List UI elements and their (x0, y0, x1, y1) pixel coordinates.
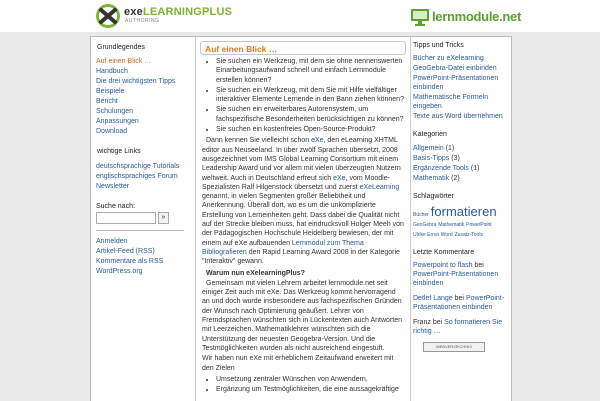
nav-item-tipps[interactable]: Die drei wichtigsten Tipps (96, 78, 176, 86)
intro-paragraph: Dann kennen Sie vielleicht schon eXe, den eLearning XHTML editor aus Neuseeland. In über zwölf Sprachen übersetzt, 2008 ausgezeichnet vom IMS Global Learning Consortium mit einem Leadership Award und vor allem mit vielen überzeugten Nutzern weltweit. Auch in Deutschland erfreut sich eXe, vom Moodle-Spezialisten Ralf Hilgenstock übersetzt und zuerst eXeLearning genannt, in vielen Segmenten großer Beliebtheit und Anerkennung. Überall dort, wo es um die unkomplizierte Erstellung von Lerneinheiten geht. Dass dabei die Qualität nicht auf der Strecke bleiben muss, hat eindrucksvoll Holger Meeh von der Pädagogischen Hochschule Heidelberg bewiesen, der mit einem auf eXe aufbauenden Lernmodul zum Thema Bibliografieren den Rapid Learning Award 2008 in der Kategorie "Interaktiv" gewann. (202, 137, 404, 266)
tag-powerpoint[interactable]: PowerPoint (466, 221, 492, 228)
tip-geogebra[interactable]: GeoGebra-Datei einbinden (413, 65, 497, 73)
exe-link-2[interactable]: eXe (333, 174, 346, 182)
nav-item-bericht[interactable]: Bericht (96, 98, 118, 106)
tip-buecher[interactable]: Bücher zu eXelearning (413, 55, 484, 63)
comment-item: Powerpoint to flash bei PowerPoint-Präsentationen einbinden (413, 262, 499, 288)
site-header (0, 0, 600, 32)
comment-item: Detlef Lange bei PowerPoint-Präsentationen einbinden (413, 295, 505, 312)
category-item: Ergänzende Tools (1) (413, 164, 480, 172)
brand-learningplus: LEARNINGPLUS (142, 6, 233, 18)
search-input[interactable] (96, 212, 156, 224)
link-anmelden[interactable]: Anmelden (96, 237, 128, 245)
tag-word[interactable]: Word (440, 231, 453, 238)
exe-badge-icon (94, 3, 122, 29)
category-allgemein[interactable]: Allgemein (413, 144, 444, 152)
right-sidebar (413, 41, 509, 352)
list-item: • Sie suchen ein Werkzeug, mit dem sie ohne nennenswerten Einarbeitungsaufwand schnell und einfach Lernmodule erstellen können? (216, 57, 404, 85)
article-body (196, 57, 410, 394)
nav-item-beispiele[interactable]: Beispiele (96, 88, 125, 96)
tag-buecher[interactable]: Bücher (413, 211, 429, 218)
why-paragraph: Gemeinsam mit vielen Lehrern arbeitet lernmodule.net seit einiger Zeit auch mit eXe. Das Werkzeug kommt hervorragend an und doch wurde insbesondere aus fachspezifischen Gründen der Wunsch nach Optimierung geäußert. Lehrer von Fremdsprachen wünschten sich in Lückentexten auch Antworten mit Leerzeichen. Mathematiklehrer wünschten sich die Unterstützung der neuesten Geogebra-Version. Und die Testmöglichkeiten wurden als nicht ausreichend eingestuft. (202, 279, 403, 352)
page-title: Auf einen Blick … (205, 44, 278, 54)
wichtige-links-heading: wichtige Links (97, 148, 141, 156)
tag-geogebra[interactable]: GeoGebra (413, 221, 437, 228)
category-item: Basis-Tipps (3) (413, 154, 460, 162)
list-item: • Sie suchen ein erweiterbares Autorensystem, um fachspezifische Besonderheiten berücksichtigen zu können? (216, 105, 404, 124)
categories-heading: Kategorien (413, 131, 447, 139)
webverzeichnis-badge[interactable]: WEBVERZEICHNIS (423, 342, 485, 352)
bibliografieren-link[interactable]: Lernmodul zum Thema Bibliografieren (202, 239, 364, 256)
exe-link[interactable]: eXe (311, 137, 324, 145)
search-label: Suche nach: (96, 202, 135, 210)
tags-heading: Schlagwörter (413, 192, 454, 200)
link-kommentare-rss[interactable]: Kommentare als RSS (96, 257, 164, 265)
tips-list (413, 54, 509, 121)
search-button[interactable]: » (158, 212, 169, 224)
goals-bullets (202, 375, 404, 395)
goals-paragraph: Wir haben nun eXe mit erheblichem Zeitaufwand erweitert mit den Zielen (202, 355, 394, 372)
meta-divider (96, 230, 184, 231)
categories-list (413, 144, 509, 183)
category-ergaenzende-tools[interactable]: Ergänzende Tools (413, 164, 469, 172)
comment-post[interactable]: PowerPoint-Präsentationen einbinden (413, 271, 499, 288)
search-form (96, 212, 184, 224)
lernmodule-logo[interactable] (410, 5, 521, 29)
nav-item-auf-einen-blick[interactable]: Auf einen Blick … (96, 58, 152, 66)
left-sidebar (96, 43, 184, 287)
link-newsletter[interactable]: Newsletter (96, 182, 130, 190)
list-item: • Umsetzung zentraler Wünschen von Anwendern, (216, 375, 404, 384)
tip-word[interactable]: Texte aus Word übernehmen (413, 113, 503, 121)
tips-heading: Tipps und Tricks (413, 42, 464, 49)
comment-author: Franz (413, 319, 431, 327)
tip-formeln[interactable]: Mathematische Formeln eingeben (413, 94, 489, 111)
comment-post[interactable]: So formatieren Sie richtig … (413, 319, 503, 336)
comment-post[interactable]: PowerPoint-Präsentationen einbinden (413, 295, 505, 312)
brand-exe: exe (124, 6, 143, 18)
meta-links (96, 237, 184, 277)
link-deutschsprachige-tutorials[interactable]: deutschsprachige Tutorials (96, 162, 180, 170)
tip-powerpoint[interactable]: PowerPoint-Präsentationen einbinden (413, 75, 499, 92)
list-item: • Sie suchen ein Werkzeug, mit dem Sie mit Hilfe vielfältiger interaktiver Elemente Lernende in den Bann ziehen können? (216, 86, 404, 105)
link-wordpress[interactable]: WordPress.org (96, 267, 143, 275)
important-links (96, 162, 184, 192)
category-basis-tipps[interactable]: Basis-Tipps (413, 154, 450, 162)
comment-author[interactable]: Detlef Lange (413, 295, 453, 303)
intro-bullets (202, 57, 404, 134)
tag-formatieren[interactable]: formatieren (430, 203, 497, 219)
link-artikel-feed[interactable]: Artikel-Feed (RSS) (96, 247, 155, 255)
grundlegendes-heading: Grundlegendes (97, 44, 145, 51)
main-nav (96, 57, 184, 137)
lernmodule-monitor-icon (410, 7, 430, 27)
comments-heading: Letzte Kommentare (413, 248, 475, 256)
page-frame (90, 36, 512, 401)
nav-item-schulungen[interactable]: Schulungen (96, 108, 133, 116)
nav-item-anpassungen[interactable]: Anpassungen (96, 118, 139, 126)
tag-mathematik[interactable]: Mathematik (438, 221, 465, 228)
tag-cloud (413, 205, 509, 240)
tag-zusatz-tools[interactable]: Zusatz-Tools (454, 231, 483, 238)
category-item: Allgemein (1) (413, 144, 455, 152)
tag-ulrike-ernst[interactable]: Ulrike Ernst (413, 231, 439, 238)
exelearning-link[interactable]: eXeLearning (359, 183, 400, 191)
comment-item: Franz bei So formatieren Sie richtig … (413, 319, 503, 336)
title-box (200, 41, 406, 55)
exelearningplus-logo[interactable] (94, 3, 234, 29)
list-item: • Ergänzung um Testmöglichkeiten, die eine aussagekräftige (216, 385, 404, 394)
nav-item-download[interactable]: Download (96, 128, 128, 136)
list-item: • Sie suchen ein kostenfreies Open-Source-Produkt? (216, 125, 404, 134)
link-englischsprachiges-forum[interactable]: englischsprachiges Forum (96, 172, 178, 180)
main-content (195, 37, 411, 401)
nav-item-handbuch[interactable]: Handbuch (96, 68, 128, 76)
brand-lernmodule: lernmodule.net (432, 9, 521, 24)
category-item: Mathematik (2) (413, 174, 460, 182)
section-subheading: Warum nun eXelearningPlus? (206, 269, 305, 277)
brand-tagline: AUTHORING (125, 18, 160, 24)
comment-author[interactable]: Powerpoint to flash (413, 262, 473, 270)
category-mathematik[interactable]: Mathematik (413, 174, 450, 182)
